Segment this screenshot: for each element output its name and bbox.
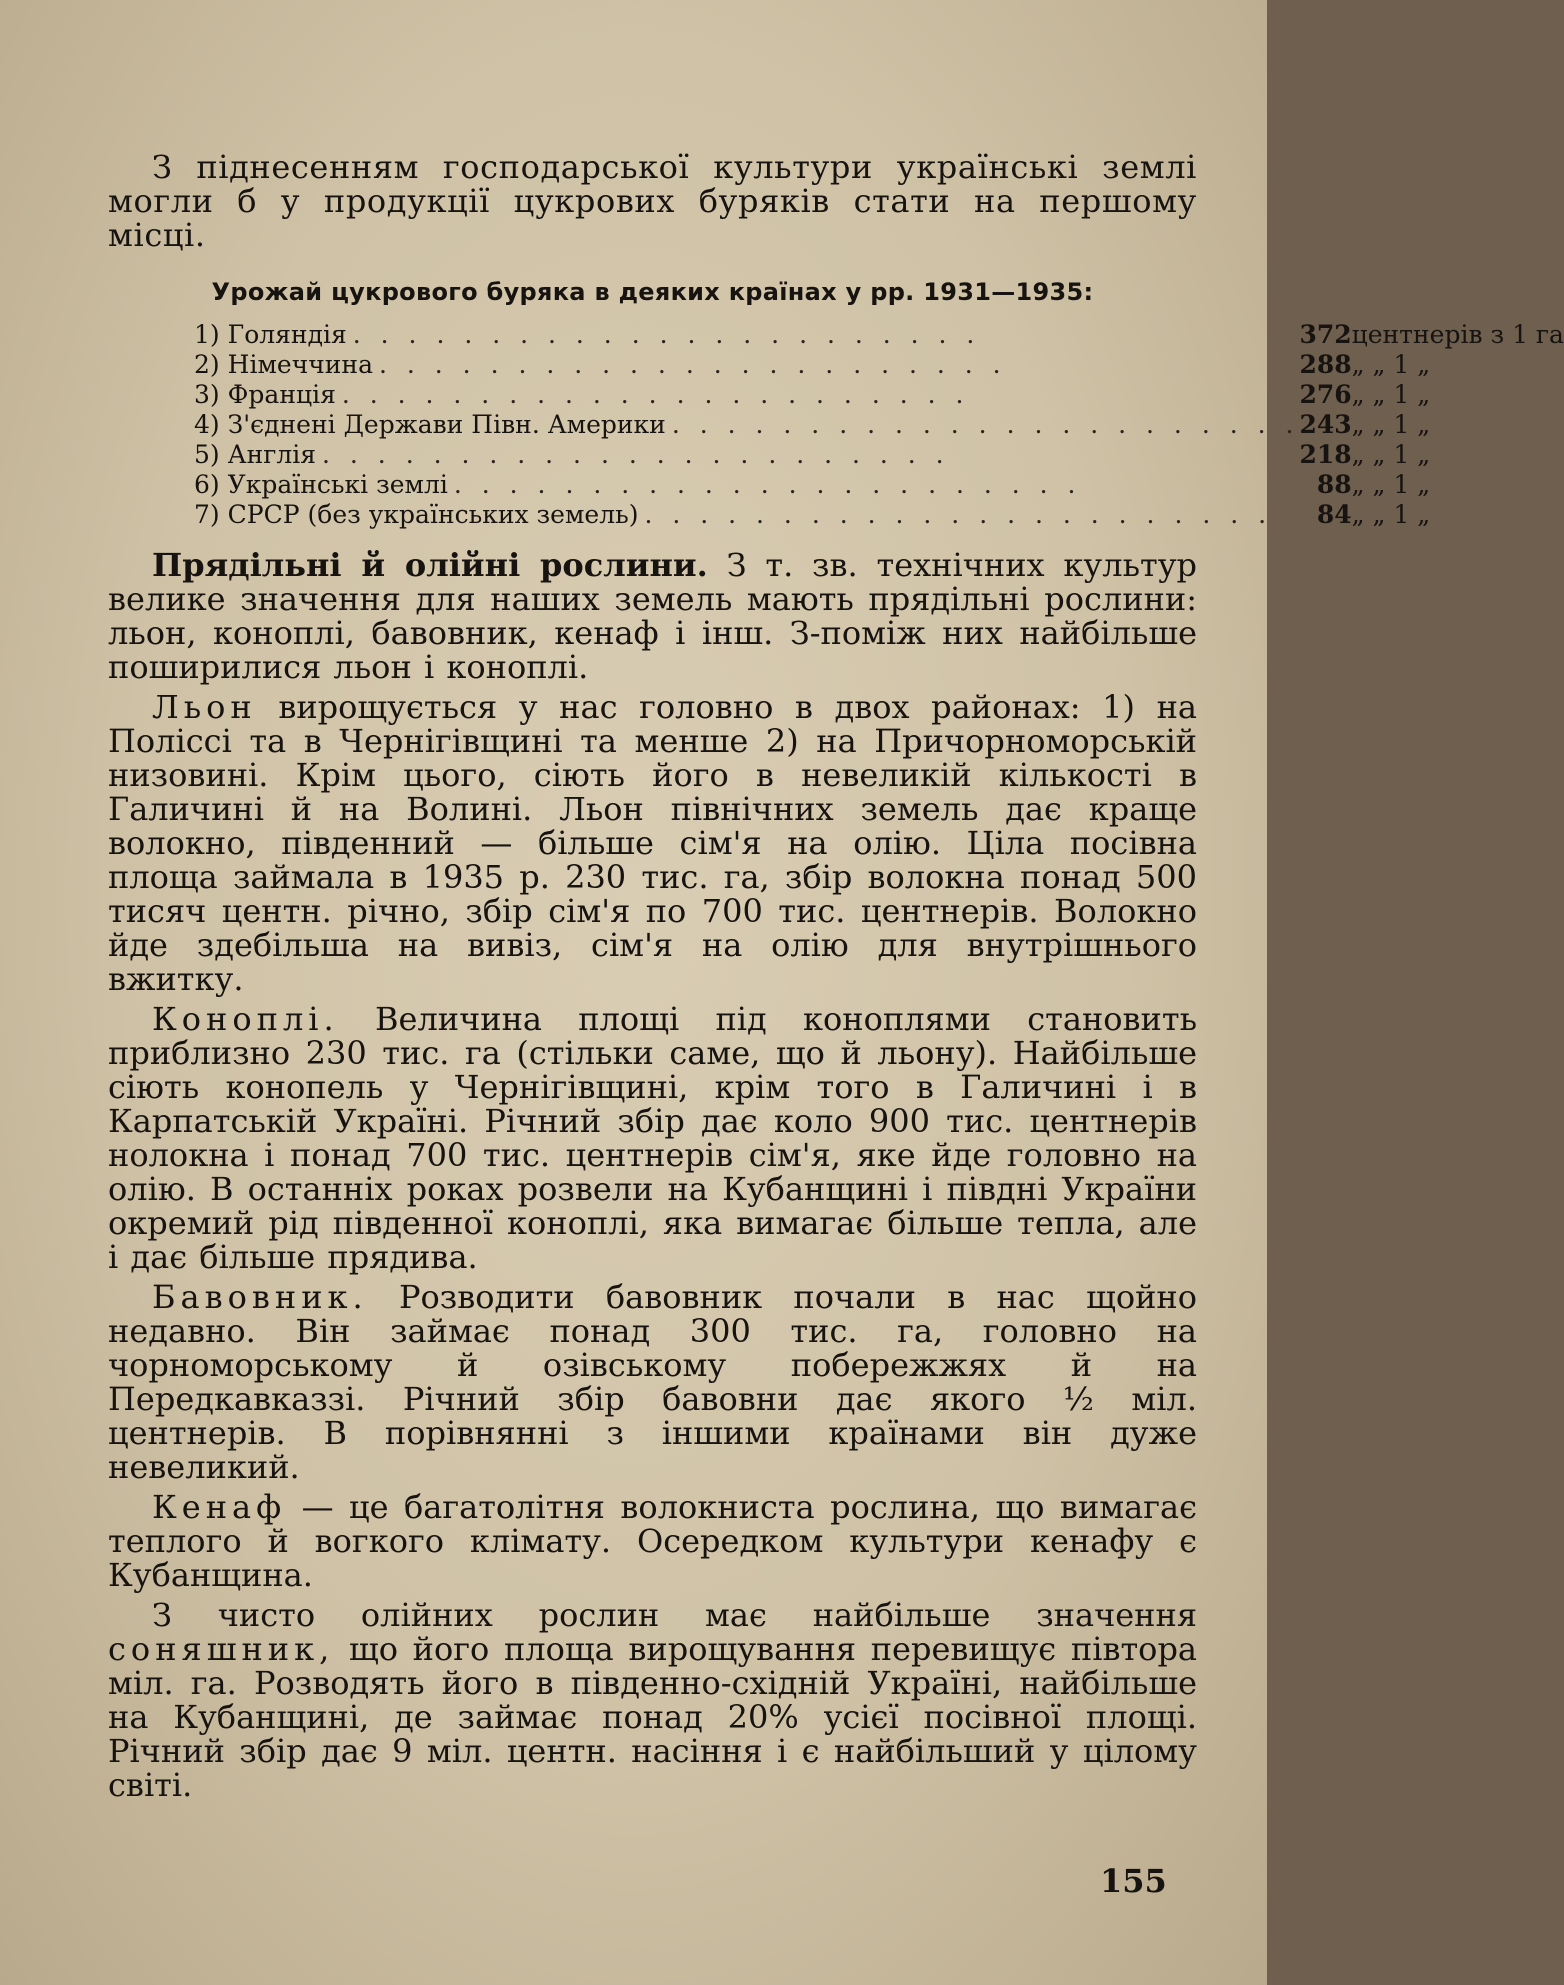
yield-row xyxy=(194,440,1564,470)
row-value: 243 xyxy=(1299,410,1352,439)
row-country: Голяндія xyxy=(227,320,347,349)
row-country: СРСР (без українських земель) xyxy=(227,500,639,529)
yield-table xyxy=(194,320,1564,530)
row-country-cell xyxy=(228,470,1300,500)
leader-dots: . . . . . . . . . . . . . . . . . . . . . . . xyxy=(453,470,1082,499)
intro-paragraph: З піднесенням господарської культури українські землі могли б у продукції цукрових буряків стати на першому місці. xyxy=(108,148,1197,254)
yield-table-title: Урожай цукрового буряка в деяких країнах у рр. 1931—1935: xyxy=(211,278,1094,306)
row-value: 218 xyxy=(1299,440,1352,469)
row-country: З'єднені Держави Півн. Америки xyxy=(227,410,666,439)
row-value: 288 xyxy=(1299,350,1352,379)
row-country-cell xyxy=(228,410,1300,440)
leader-dots: . . . . . . . . . . . . . . . . . . . . . . . xyxy=(671,410,1300,439)
leader-dots: . . . . . . . . . . . . . . . . . . . . . . . xyxy=(322,440,950,469)
row-value: 372 xyxy=(1299,320,1352,349)
yield-row xyxy=(194,320,1564,350)
fibers-paragraph xyxy=(108,548,1197,684)
row-unit: „ „ 1 „ xyxy=(1351,350,1431,379)
row-country: Українські землі xyxy=(227,470,448,499)
row-unit: „ „ 1 „ xyxy=(1351,440,1431,469)
kenaf-paragraph xyxy=(108,1490,1197,1592)
kenaf-text: — це багатолітня волокниста рослина, що вимагає теплого й вогкого клімату. Осередком культури кенафу є Кубанщина. xyxy=(108,1488,1198,1594)
yield-row xyxy=(194,380,1564,410)
hemp-term: Коноплі. xyxy=(152,1000,339,1038)
fibers-heading: Прядільні й олійні рослини. xyxy=(152,546,708,584)
row-country: Англія xyxy=(227,440,317,469)
sunflower-text-after: що його площа вирощування перевищує півтора міл. га. Розводять його в південно-східній Україні, найбільше на Кубанщині, де займає понад 20% усієї посівної площі. Річний збір дає 9 міл. центн. насіння і є найбільший у цілому світі. xyxy=(108,1630,1198,1804)
row-number: 2) xyxy=(194,350,220,379)
leader-dots: . . . . . . . . . . . . . . . . . . . . . . . xyxy=(341,380,970,409)
fibers-text: З т. зв. технічних культур велике значення для наших земель мають прядільні рослини: льон, коноплі, бавовник, кенаф і інш. З-поміж них найбільше поширилися льон і коноплі. xyxy=(108,546,1198,686)
row-country-cell xyxy=(228,350,1300,380)
leader-dots: . . . . . . . . . . . . . . . . . . . . . . . xyxy=(352,320,981,349)
page-number: 155 xyxy=(1100,1862,1167,1900)
row-number: 6) xyxy=(194,470,220,499)
flax-term: Льон xyxy=(152,688,257,726)
row-unit: „ „ 1 „ xyxy=(1351,380,1431,409)
flax-paragraph xyxy=(108,690,1197,996)
flax-text: вирощується у нас головно в двох районах: 1) на Поліссі та в Чернігівщині та менше 2) на Причорноморській низовині. Крім цього, сіють його в невеликій кількості в Галичині й на Волині. Льон північних земель дає краще волокно, південний — більше сім'я на олію. Ціла посівна площа займала в 1935 р. 230 тис. га, збір волокна понад 500 тисяч центн. річно, збір сім'я по 700 тис. центнерів. Волокно йде здебільша на вивіз, сім'я на олію для внутрішнього вжитку. xyxy=(108,688,1198,998)
row-country-cell xyxy=(228,440,1300,470)
row-unit: центнерів з 1 га xyxy=(1351,320,1564,349)
yield-row xyxy=(194,500,1564,530)
row-country-cell xyxy=(228,380,1300,410)
hemp-text: Величина площі під коноплями становить приблизно 230 тис. га (стільки саме, що й льону). Найбільше сіють конопель у Чернігівщині, крім того в Галичині і в Карпатській Україні. Річний збір дає коло 900 тис. центнерів нолокна і понад 700 тис. центнерів сім'я, яке йде головно на олію. В останніх роках розвели на Кубанщині і півдні України окремий рід південної коноплі, яка вимагає більше тепла, але і дає більше прядива. xyxy=(108,1000,1198,1276)
row-unit: „ „ 1 „ xyxy=(1351,500,1431,529)
row-number: 3) xyxy=(194,380,220,409)
row-country-cell xyxy=(228,500,1300,530)
yield-row xyxy=(194,350,1564,380)
kenaf-term: Кенаф xyxy=(152,1488,287,1526)
row-number: 4) xyxy=(194,410,220,439)
row-number: 7) xyxy=(194,500,220,529)
row-country: Німеччина xyxy=(227,350,373,379)
row-country: Франція xyxy=(227,380,336,409)
row-country-cell xyxy=(228,320,1300,350)
sunflower-term: соняшник, xyxy=(108,1630,335,1668)
row-value: 88 xyxy=(1316,470,1352,499)
yield-row xyxy=(194,470,1564,500)
row-unit: „ „ 1 „ xyxy=(1351,410,1431,439)
cotton-text: Розводити бавовник почали в нас щойно недавно. Він займає понад 300 тис. га, головно на чорноморському й озівському побережжях й на Передкавказзі. Річний збір бавовни дає якого ½ міл. центнерів. В порівнянні з іншими країнами він дуже невеликий. xyxy=(108,1278,1198,1486)
row-value: 276 xyxy=(1299,380,1352,409)
sunflower-text-before: З чисто олійних рослин має найбільше значення xyxy=(152,1596,1197,1634)
cotton-paragraph xyxy=(108,1280,1197,1484)
yield-row xyxy=(194,410,1564,440)
row-value: 84 xyxy=(1316,500,1352,529)
hemp-paragraph xyxy=(108,1002,1197,1274)
cotton-term: Бавовник. xyxy=(152,1278,368,1316)
row-unit: „ „ 1 „ xyxy=(1351,470,1431,499)
sunflower-paragraph xyxy=(108,1598,1197,1802)
row-number: 5) xyxy=(194,440,220,469)
leader-dots: . . . . . . . . . . . . . . . . . . . . . . . xyxy=(379,350,1007,379)
row-number: 1) xyxy=(194,320,220,349)
leader-dots: . . . . . . . . . . . . . . . . . . . . . . . xyxy=(644,500,1273,529)
